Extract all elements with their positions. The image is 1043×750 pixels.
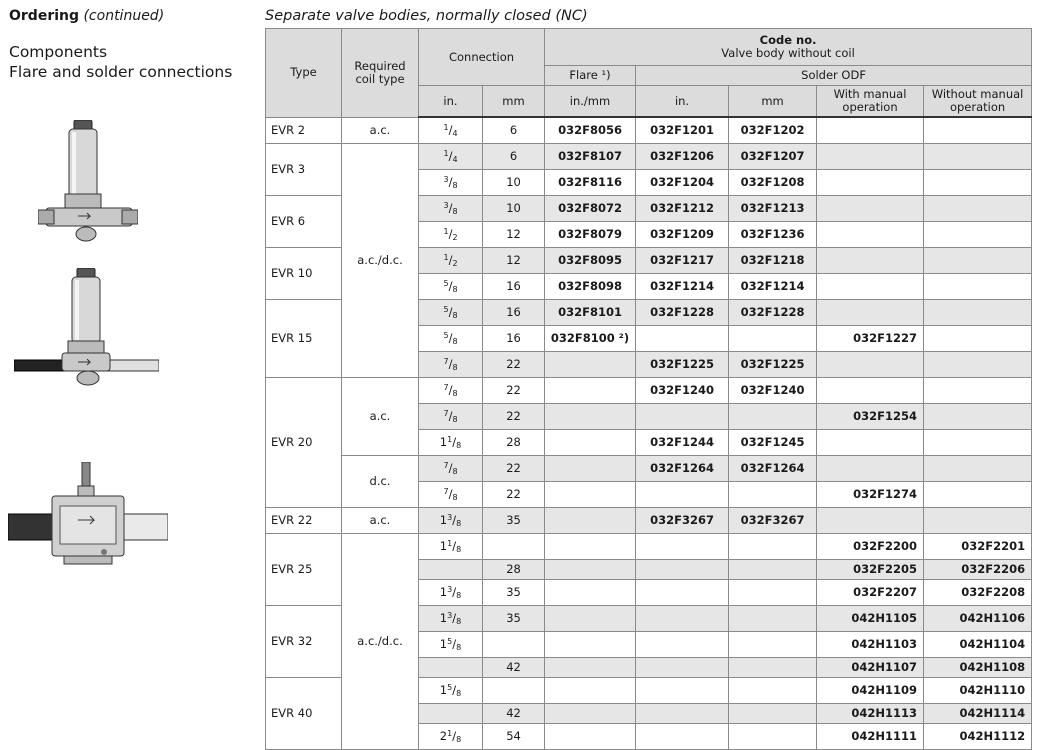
header-conn-mm: mm (483, 86, 545, 118)
flare-code-cell (545, 430, 636, 456)
with-manual-code-cell (817, 378, 924, 404)
flare-code-cell: 032F8107 (545, 144, 636, 170)
type-cell: EVR 22 (266, 508, 342, 534)
with-manual-code-cell (817, 196, 924, 222)
without-manual-code-cell (924, 248, 1032, 274)
solder-mm-code-cell (729, 560, 817, 580)
solder-mm-code-cell: 032F1264 (729, 456, 817, 482)
flare-code-cell (545, 678, 636, 704)
flare-code-cell (545, 632, 636, 658)
conn-in-cell: $2^1/_8$ (419, 724, 483, 750)
with-manual-code-cell: 042H1113 (817, 704, 924, 724)
code-no-label: Code no. (759, 33, 817, 47)
without-manual-code-cell: 042H1108 (924, 658, 1032, 678)
conn-in-cell: $1^3/_8$ (419, 580, 483, 606)
type-cell: EVR 15 (266, 300, 342, 378)
solder-mm-code-cell (729, 606, 817, 632)
conn-in-cell: $^7/_8$ (419, 456, 483, 482)
with-manual-code-cell (817, 117, 924, 144)
conn-mm-cell: 22 (483, 404, 545, 430)
conn-in-cell: $^7/_8$ (419, 352, 483, 378)
header-without-manual: Without manual operation (924, 86, 1032, 118)
conn-in-cell: $1^5/_8$ (419, 632, 483, 658)
solder-mm-code-cell: 032F1207 (729, 144, 817, 170)
table-row (266, 508, 1032, 534)
coil-type-cell: a.c./d.c. (342, 144, 419, 378)
coil-type-cell: a.c. (342, 508, 419, 534)
flare-code-cell: 032F8100 ²) (545, 326, 636, 352)
with-manual-code-cell: 032F1227 (817, 326, 924, 352)
with-manual-code-cell (817, 352, 924, 378)
type-cell: EVR 32 (266, 606, 342, 678)
solder-mm-code-cell: 032F1202 (729, 117, 817, 144)
solder-in-code-cell: 032F1244 (636, 430, 729, 456)
solder-mm-code-cell (729, 678, 817, 704)
solder-mm-code-cell: 032F1218 (729, 248, 817, 274)
conn-mm-cell: 22 (483, 378, 545, 404)
without-manual-code-cell (924, 508, 1032, 534)
conn-in-cell: $1^1/_8$ (419, 534, 483, 560)
conn-mm-cell (483, 534, 545, 560)
without-manual-code-cell: 042H1106 (924, 606, 1032, 632)
header-solder-in: in. (636, 86, 729, 118)
conn-in-cell: $^7/_8$ (419, 378, 483, 404)
flare-code-cell (545, 404, 636, 430)
conn-mm-cell: 6 (483, 117, 545, 144)
conn-in-cell: $^5/_8$ (419, 300, 483, 326)
solder-mm-code-cell (729, 704, 817, 724)
flare-code-cell (545, 704, 636, 724)
conn-mm-cell: 22 (483, 482, 545, 508)
solder-mm-code-cell: 032F1245 (729, 430, 817, 456)
with-manual-code-cell (817, 508, 924, 534)
solder-in-code-cell (636, 724, 729, 750)
with-manual-code-cell: 042H1105 (817, 606, 924, 632)
header-code-no (545, 29, 1032, 66)
conn-mm-cell: 42 (483, 704, 545, 724)
section-heading (9, 6, 259, 26)
solder-mm-code-cell (729, 724, 817, 750)
header-conn-in: in. (419, 86, 483, 118)
conn-in-cell: $^1/_2$ (419, 222, 483, 248)
without-manual-code-cell (924, 196, 1032, 222)
solder-in-code-cell (636, 534, 729, 560)
conn-in-cell (419, 560, 483, 580)
conn-in-cell: $^1/_4$ (419, 144, 483, 170)
without-manual-code-cell (924, 404, 1032, 430)
table-subtitle: Separate valve bodies, normally closed (NC) (265, 8, 588, 24)
table-row (266, 534, 1032, 560)
without-manual-code-cell (924, 326, 1032, 352)
header-connection: Connection (419, 29, 545, 86)
with-manual-code-cell: 032F2200 (817, 534, 924, 560)
without-manual-code-cell: 032F2201 (924, 534, 1032, 560)
without-manual-code-cell (924, 300, 1032, 326)
coil-type-cell: a.c./d.c. (342, 534, 419, 750)
without-manual-code-cell (924, 117, 1032, 144)
flare-code-cell: 032F8101 (545, 300, 636, 326)
solder-mm-code-cell (729, 482, 817, 508)
conn-mm-cell: 16 (483, 274, 545, 300)
flare-code-cell (545, 606, 636, 632)
conn-in-cell: $1^3/_8$ (419, 508, 483, 534)
solder-in-code-cell (636, 658, 729, 678)
solder-in-code-cell (636, 704, 729, 724)
with-manual-code-cell: 032F1254 (817, 404, 924, 430)
ordering-continued: (continued) (83, 8, 165, 24)
conn-in-cell: $1^5/_8$ (419, 678, 483, 704)
with-manual-code-cell: 042H1103 (817, 632, 924, 658)
solder-in-code-cell: 032F1240 (636, 378, 729, 404)
components-line2: Flare and solder connections (9, 63, 233, 81)
with-manual-code-cell (817, 222, 924, 248)
solder-in-code-cell: 032F1209 (636, 222, 729, 248)
without-manual-code-cell: 042H1110 (924, 678, 1032, 704)
solder-mm-code-cell: 032F3267 (729, 508, 817, 534)
with-manual-code-cell (817, 300, 924, 326)
without-manual-code-cell (924, 222, 1032, 248)
conn-mm-cell: 22 (483, 352, 545, 378)
evr-solder-valve-image (14, 268, 159, 386)
conn-mm-cell: 10 (483, 196, 545, 222)
conn-mm-cell: 16 (483, 326, 545, 352)
flare-code-cell: 032F8116 (545, 170, 636, 196)
conn-in-cell: $^1/_2$ (419, 248, 483, 274)
with-manual-code-cell (817, 274, 924, 300)
without-manual-code-cell (924, 274, 1032, 300)
without-manual-code-cell: 042H1114 (924, 704, 1032, 724)
without-manual-code-cell: 042H1104 (924, 632, 1032, 658)
without-manual-code-cell: 032F2208 (924, 580, 1032, 606)
solder-in-code-cell (636, 580, 729, 606)
type-cell: EVR 10 (266, 248, 342, 300)
without-manual-code-cell (924, 430, 1032, 456)
flare-code-cell (545, 508, 636, 534)
flare-code-cell (545, 534, 636, 560)
with-manual-code-cell: 042H1107 (817, 658, 924, 678)
solder-in-code-cell: 032F1225 (636, 352, 729, 378)
type-cell: EVR 2 (266, 117, 342, 144)
conn-in-cell: $^5/_8$ (419, 274, 483, 300)
header-solder-mm: mm (729, 86, 817, 118)
solder-mm-code-cell: 032F1208 (729, 170, 817, 196)
components-caption (9, 42, 259, 82)
conn-in-cell: $^1/_4$ (419, 117, 483, 144)
flare-code-cell (545, 456, 636, 482)
table-row (266, 144, 1032, 170)
flare-code-cell: 032F8079 (545, 222, 636, 248)
conn-mm-cell: 12 (483, 222, 545, 248)
solder-in-code-cell (636, 606, 729, 632)
flare-code-cell (545, 580, 636, 606)
flare-code-cell (545, 482, 636, 508)
flare-code-cell: 032F8072 (545, 196, 636, 222)
without-manual-code-cell: 032F2206 (924, 560, 1032, 580)
conn-mm-cell (483, 632, 545, 658)
conn-mm-cell: 35 (483, 606, 545, 632)
with-manual-code-cell (817, 248, 924, 274)
conn-mm-cell (483, 678, 545, 704)
with-manual-code-cell (817, 170, 924, 196)
solder-in-code-cell: 032F1214 (636, 274, 729, 300)
solder-mm-code-cell: 032F1225 (729, 352, 817, 378)
solder-mm-code-cell: 032F1214 (729, 274, 817, 300)
evr-large-valve-image (8, 462, 168, 574)
conn-in-cell: $^7/_8$ (419, 404, 483, 430)
solder-in-code-cell (636, 404, 729, 430)
coil-type-cell: d.c. (342, 456, 419, 508)
flare-code-cell (545, 658, 636, 678)
with-manual-code-cell (817, 456, 924, 482)
type-cell: EVR 25 (266, 534, 342, 606)
table-row (266, 456, 1032, 482)
with-manual-code-cell: 042H1109 (817, 678, 924, 704)
solder-mm-code-cell (729, 632, 817, 658)
type-cell: EVR 20 (266, 378, 342, 508)
solder-in-code-cell (636, 632, 729, 658)
conn-mm-cell: 16 (483, 300, 545, 326)
solder-in-code-cell (636, 482, 729, 508)
coil-type-cell: a.c. (342, 378, 419, 456)
conn-mm-cell: 10 (483, 170, 545, 196)
without-manual-code-cell (924, 170, 1032, 196)
conn-mm-cell: 54 (483, 724, 545, 750)
conn-mm-cell: 6 (483, 144, 545, 170)
flare-code-cell: 032F8095 (545, 248, 636, 274)
conn-mm-cell: 12 (483, 248, 545, 274)
without-manual-code-cell (924, 456, 1032, 482)
evr-flare-valve-image (38, 120, 138, 244)
conn-in-cell (419, 658, 483, 678)
header-with-manual: With manual operation (817, 86, 924, 118)
solder-mm-code-cell (729, 658, 817, 678)
conn-in-cell: $^5/_8$ (419, 326, 483, 352)
conn-in-cell: $1^1/_8$ (419, 430, 483, 456)
solder-in-code-cell (636, 326, 729, 352)
without-manual-code-cell (924, 352, 1032, 378)
conn-mm-cell: 35 (483, 508, 545, 534)
conn-mm-cell: 42 (483, 658, 545, 678)
flare-code-cell: 032F8056 (545, 117, 636, 144)
solder-mm-code-cell: 032F1240 (729, 378, 817, 404)
components-line1: Components (9, 43, 108, 61)
with-manual-code-cell: 032F2207 (817, 580, 924, 606)
solder-mm-code-cell (729, 404, 817, 430)
type-cell: EVR 40 (266, 678, 342, 750)
without-manual-code-cell (924, 482, 1032, 508)
table-row (266, 117, 1032, 144)
solder-mm-code-cell (729, 534, 817, 560)
with-manual-code-cell: 042H1111 (817, 724, 924, 750)
table-row (266, 378, 1032, 404)
with-manual-code-cell: 032F1274 (817, 482, 924, 508)
conn-in-cell: $^7/_8$ (419, 482, 483, 508)
solder-mm-code-cell: 032F1236 (729, 222, 817, 248)
type-cell: EVR 3 (266, 144, 342, 196)
solder-in-code-cell: 032F1206 (636, 144, 729, 170)
type-cell: EVR 6 (266, 196, 342, 248)
flare-code-cell (545, 352, 636, 378)
solder-in-code-cell: 032F1217 (636, 248, 729, 274)
flare-code-cell (545, 378, 636, 404)
solder-in-code-cell (636, 678, 729, 704)
without-manual-code-cell (924, 144, 1032, 170)
ordering-heading: Ordering (9, 8, 80, 24)
coil-type-cell: a.c. (342, 117, 419, 144)
solder-mm-code-cell (729, 580, 817, 606)
conn-mm-cell: 28 (483, 430, 545, 456)
flare-code-cell (545, 560, 636, 580)
conn-in-cell: $^3/_8$ (419, 196, 483, 222)
conn-mm-cell: 22 (483, 456, 545, 482)
solder-in-code-cell: 032F1201 (636, 117, 729, 144)
solder-in-code-cell: 032F1228 (636, 300, 729, 326)
solder-in-code-cell: 032F3267 (636, 508, 729, 534)
flare-code-cell: 032F8098 (545, 274, 636, 300)
valve-body-label: Valve body without coil (721, 46, 855, 60)
solder-in-code-cell: 032F1204 (636, 170, 729, 196)
header-flare: Flare ¹) (545, 66, 636, 86)
solder-mm-code-cell (729, 326, 817, 352)
header-type: Type (266, 29, 342, 118)
code-table (265, 28, 1032, 750)
left-panel (9, 6, 259, 82)
without-manual-code-cell (924, 378, 1032, 404)
conn-in-cell (419, 704, 483, 724)
conn-in-cell: $^3/_8$ (419, 170, 483, 196)
solder-mm-code-cell: 032F1228 (729, 300, 817, 326)
conn-mm-cell: 28 (483, 560, 545, 580)
header-solder-odf: Solder ODF (636, 66, 1032, 86)
with-manual-code-cell (817, 144, 924, 170)
without-manual-code-cell: 042H1112 (924, 724, 1032, 750)
solder-in-code-cell (636, 560, 729, 580)
with-manual-code-cell: 032F2205 (817, 560, 924, 580)
conn-in-cell: $1^3/_8$ (419, 606, 483, 632)
solder-in-code-cell: 032F1264 (636, 456, 729, 482)
with-manual-code-cell (817, 430, 924, 456)
header-required-coil: Required coil type (342, 29, 419, 118)
solder-mm-code-cell: 032F1213 (729, 196, 817, 222)
header-flare-inmm: in./mm (545, 86, 636, 118)
code-table-body (266, 117, 1032, 750)
solder-in-code-cell: 032F1212 (636, 196, 729, 222)
flare-code-cell (545, 724, 636, 750)
conn-mm-cell: 35 (483, 580, 545, 606)
